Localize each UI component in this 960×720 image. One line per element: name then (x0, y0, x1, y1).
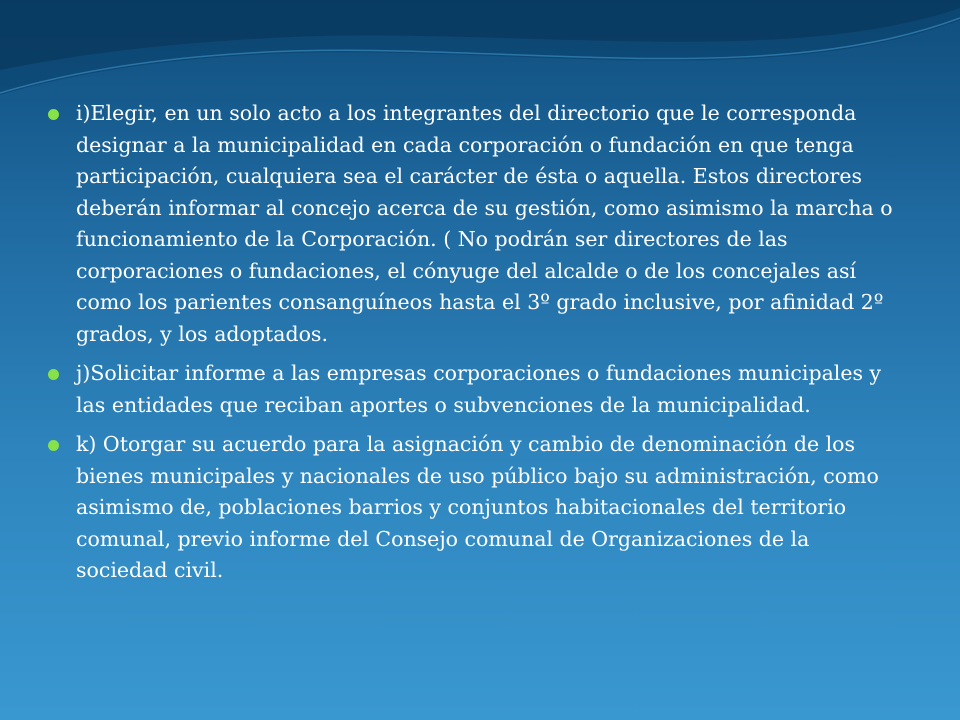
decorative-wave (0, 0, 960, 110)
bullet-dot-icon (48, 369, 59, 380)
bullet-item-k (44, 429, 904, 587)
bullet-text: j)Solicitar informe a las empresas corporaciones o fundaciones municipales y las entidades que reciban aportes o subvenciones de la municipalidad. (76, 361, 882, 417)
bullet-dot-icon (48, 440, 59, 451)
bullet-item-i (44, 98, 904, 350)
bullet-dot-icon (48, 109, 59, 120)
bullet-text: i)Elegir, en un solo acto a los integrantes del directorio que le corresponda designar a la municipalidad en cada corporación o fundación en que tenga participación, cualquiera sea el carácter de ésta o aquella. Estos directores deberán informar al concejo acerca de su gestión, como asimismo la marcha o funcionamiento de la Corporación. ( No podrán ser directores de las corporaciones o fundaciones, el cónyuge del alcalde o de los concejales así como los parientes consanguíneos hasta el 3º grado inclusive, por afinidad 2º grados, y los adoptados. (76, 101, 893, 346)
slide-content (44, 98, 904, 595)
bullet-item-j (44, 358, 904, 421)
bullet-list (44, 98, 904, 587)
bullet-text: k) Otorgar su acuerdo para la asignación y cambio de denominación de los bienes municipales y nacionales de uso público bajo su administración, como asimismo de, poblaciones barrios y conjuntos habitacionales del territorio comunal, previo informe del Consejo comunal de Organizaciones de la sociedad civil. (76, 432, 879, 582)
